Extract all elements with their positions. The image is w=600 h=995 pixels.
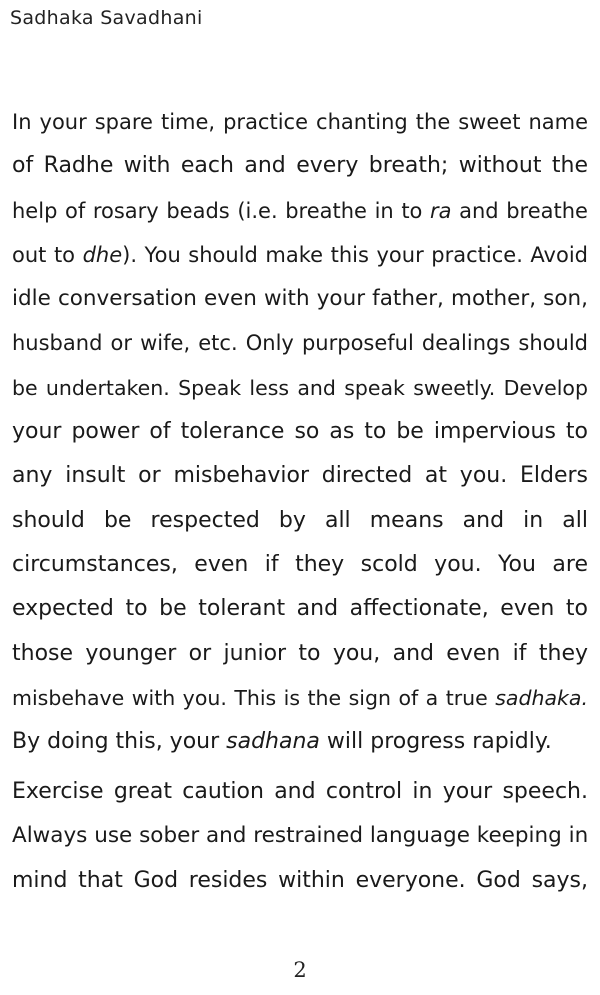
text-line: help of rosary beads (i.e. breathe in to ra and breathe [12,198,588,223]
italic-term: sadhaka. [495,685,588,710]
text-line: your power of tolerance so as to be impervious to [12,419,588,445]
text-line: In your spare time, practice chanting the sweet name [12,110,588,134]
italic-term: sadhana [226,729,320,755]
running-header: Sadhaka Savadhani [10,7,203,29]
italic-term: ra [430,198,452,223]
text-line: By doing this, your sadhana will progress rapidly. [12,729,552,755]
text-line: of Radhe with each and every breath; without the [12,153,588,179]
paragraph-1 [12,100,588,764]
text-line: any insult or misbehavior directed at you. Elders [12,463,588,489]
paragraph-2 [12,770,588,903]
italic-term: dhe [82,242,123,267]
text-line: husband or wife, etc. Only purposeful dealings should [12,331,588,356]
text-line: mind that God resides within everyone. God says, [12,867,588,893]
text-line: out to dhe). You should make this your practice. Avoid [12,242,588,267]
text-line: expected to be tolerant and affectionate, even to [12,596,588,622]
text-line: those younger or junior to you, and even if they [12,640,588,666]
page-number: 2 [293,958,307,982]
text-line: misbehave with you. This is the sign of a true sadhaka. [12,685,588,710]
text-line: circumstances, even if they scold you. You are [12,551,588,577]
text-line: should be respected by all means and in all [12,507,588,533]
text-line: idle conversation even with your father, mother, son, [12,286,588,312]
text-line: be undertaken. Speak less and speak sweetly. Develop [12,375,588,400]
text-line: Always use sober and restrained language keeping in [12,823,589,849]
text-line: Exercise great caution and control in your speech. [12,779,588,804]
